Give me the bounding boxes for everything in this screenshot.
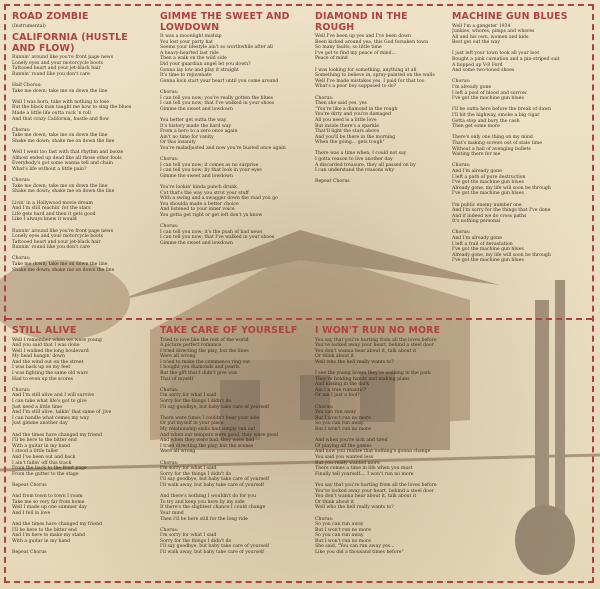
song-title: GIMME THE SWEET AND LOWDOWN xyxy=(160,12,290,33)
song-note: (Instrumental) xyxy=(12,23,46,29)
song-lyrics: Well I'm a gangster 1934 Junkies, whores, pimps and whores All and his own, women and kids Best get out the way I just left your town took all your loot Bought a pink carnation and a pin-striped suit A hopped up V-8 Ford And some two-toned shoes Chorus: I'm already gone I left a pool of blood and sorrow I've got the machine gun blues I'll be outta here before the break of dawn I'll hit the highway, smoke a big cigar Gotta stop and bury the cash Then get some more There's only one thing on my mind That's making screws out of stale time Without a hail of avenging bullets Waiting there for me Chorus: And I'm already gone I left a path of pure destruction I've got the machine gun blues Already gone, my life will soon be through I've got the machine gun blues I'm public enemy number one And I'm sorry for the things that I've done And if indeed we do cross paths It's nothing personal Chorus: And I'm already gone I left a trail of devastation I've got the machine gun blues Already gone, my life will soon be through I've got the machine gun blues xyxy=(452,23,560,264)
song-lyrics: It was a moonlight mishap You lost your party hat Seems your lifestyle ain't so worthwhile after all A heavy-hearted last ride Then a walk on the wild side Did your guardian angel let you down? Gonna lay low and play it straight It's time to rejuvenate Gonna kick start your heart until you come around Chorus: I can tell you now; you're really gotten the blues I can tell you now; that I've walked in your shoes Gimme the sweet and lowdown You better get outta the way It's history made the hard way From a hero to a zero once again Ain't no time for vanity Or this insanity You're maladjusted and now you're busted once again Chorus: I can tell you now; it comes as no surprise I can tell you now; by that look in your eyes Gimme the sweet and lowdown You're lookin' kinda punch drunk Cut that's the way you strut your stuff With a swing and a swagger down the road you go You shoulda made a better choice And listened to your inner voice You gotta get right or get left don't ya know Chorus: I can tell you now; it's the push of bad news I can tell you now; that I've walked in your shoes Gimme the sweet and lowdown xyxy=(160,34,286,246)
song-gimme-the-sweet-block xyxy=(160,12,300,312)
song-road-zombie-block xyxy=(12,12,150,312)
song-title: MACHINE GUN BLUES xyxy=(452,12,568,22)
song-title: DIAMOND IN THE ROUGH xyxy=(315,12,408,33)
song-lyrics: Well I remember when we were young And you said that I was done Well I walked the long boulevard My head hangin' down And the wind out on the street I was back up on my feet I was fighting the same old wars Had to even up the scores Chorus: And I'm still alive and I will survive I can take what life's got to give Just need a little time And I'm still alive, talkin' that same ol' jive I can handle what comes my way Just gimme another day And the times have changed my friend I'll be here to the bitter end With a guitar in my hand I stood a little taller And I've been out and back I ain't fallin' off this track From the back to the front page From the gutter to the stage Repeat Chorus And from town to town I roam Take me so very far from home Well I made up one summer day And I fell in love And the times have changed my friend I'll be here to the bitter end And I'm here to make my stand With a guitar in my hand Repeat Chorus xyxy=(12,337,112,556)
song-lyrics: Tried to love like the rest of the world A picture perfect romance I tried directing the play, but the lines Were all wrong I tried to make the commence ring out I bought you diamonds and pearls But the gift that I didn't give was That of myself Chorus: I'm sorry for what I said Sorry for the things I didn't do I'll say goodbye, but baby take care of yourself There were times I couldn't hear your side Or put myself in your place My relationship skills had simply run out And when our tempers were good, they were good And when they were bad, they were bad I tried directing the play, but the scenes Were all wrong Chorus: I'm sorry for what I said Sorry for the things I didn't do I'll say goodbye, but baby take care of yourself I'll walk away, but baby take care of yourself And there's nothing I wouldn't do for you To try and keep you here by my side If there's the slightest chance I could change Your mind Then I'll be here still for the long ride Chorus: I'm sorry for what I said Sorry for the things I didn't do I'll say goodbye, but baby take care of yourself I'll walk away, but baby take care of yourself xyxy=(160,337,279,556)
song-lyrics: Runnin' around like you're front page news Lonely eyes and your motorcycle boots Tattooed heart and your jet-black hair Runnin' round like you don't care Half Chorus: Take me down; take me on down the line Well I was born, take with nothing to lose But the black man taught me how to sing the blues Made a little life outta rock 'n roll And that crazy California, hustle and flow Chorus: Take me down; take me on down the line Shake me down; shake me on down the line Well I went too fast with that rhythm and booze Almost ended up dead like all those other fools Everybody's got some wanna tell and chain What's life without a little pain? Chorus: Take me down; take me on down the line Shake me down; shake me on down the line Livin' in a Hollywood movie dream And I'm still reachin' for the stars Life gets hard and then it gets good Like I always knew it would Runnin' around like you're front page news Lonely eyes and your motorcycle boots Tattooed heart and your jet-black hair Runnin' round like you don't care Chorus: Take me down; take me on down the line Shake me down; shake me on down the line xyxy=(12,55,132,273)
song-title: TAKE CARE OF YOURSELF xyxy=(160,326,298,336)
song-still-alive-block xyxy=(12,326,150,581)
song-take-care-of-yourself-block xyxy=(160,326,310,581)
song-title: CALIFORNIA (HUSTLE AND FLOW) xyxy=(12,32,128,54)
song-diamond-in-the-rough-block xyxy=(315,12,445,312)
section-divider xyxy=(6,318,592,320)
song-title: ROAD ZOMBIE xyxy=(12,12,89,22)
song-i-wont-run-no-more-block xyxy=(315,326,455,581)
song-machine-gun-blues-block xyxy=(452,12,590,312)
song-lyrics: Well I've been up yes and I've been down Been kicked around yea, this God forsaken town So many faults, so little time I've got to find my peace of mind... Peace of mind I was looking for something, anything at all Something to believe in, spray-painted on the walls Well I've made mistakes yes, I paid for that too What's a poor boy supposed to do? Chorus: Then she said yes, yes "You're like a diamond in the rough You're dirty and you're damaged All you need is a little love But inside there's a sparkle That'll light the stars above And you'll be there in the morning When the going... gets tough" There was a time when, I could not say I gotta reason to live another day A discarded treasure, they all passed on by I can understand the reasons why Repeat Chorus xyxy=(315,34,435,185)
song-title: I WON'T RUN NO MORE xyxy=(315,326,441,336)
song-lyrics: You say that you're hurting from all the loves before You've locked away your heart, behind a steel door You don't wanna hear about it, talk about it Or think about it Well who the hell really wants to? I see the young lovers they're walking in the park They're holding hands and making plans And kissing in the dark Am I a true romantic? Or am I just a fool? Chorus: You can run away But I won't run no more So you can run away But I won't run no more And when you're sick and tired Of playing all the games And now you realize that nothing's gonna change You said you wanted less But you really wanted more There comes a time in life when you must Finally tell yourself.... I won't run no more You say that you're hurting from all the loves before You've locked away your heart, behind a steel door You don't wanna hear about it, talk about it Or think about it Well who the hell really wants to? Chorus: So you can run away But I won't run no more So you can run away But I won't run no more She said, "You can run away yes... Like you did a thousand times before" xyxy=(315,337,437,556)
song-title: STILL ALIVE xyxy=(12,326,77,336)
